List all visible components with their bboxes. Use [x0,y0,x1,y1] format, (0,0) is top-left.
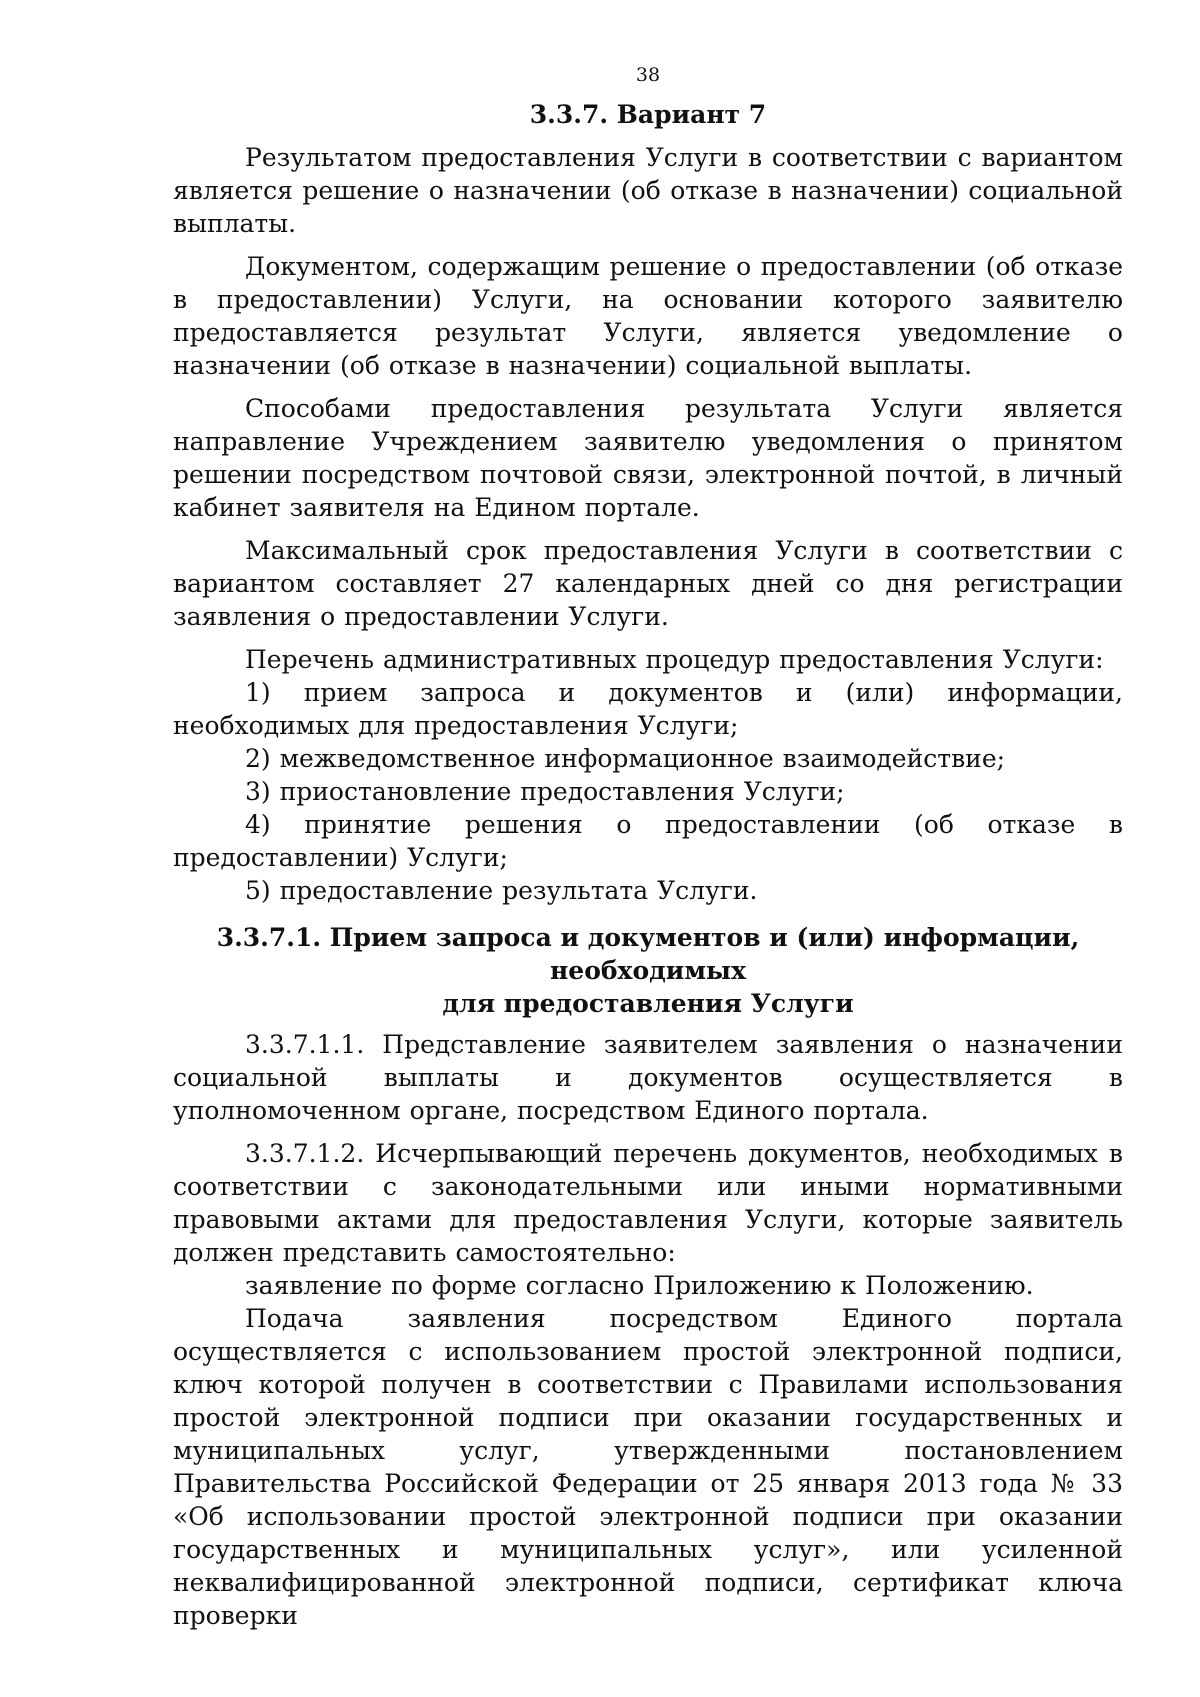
subsection-title-line1: 3.3.7.1. Прием запроса и документов и (или) информации, необходимых [216,923,1080,985]
page-number: 38 [635,64,661,86]
paragraph-methods: Способами предоставления результата Услуги является направление Учреждением заявителю уведомления о принятом решении посредством почтовой связи, электронной почтой, в личный кабинет заявителя на Едином портале. [173,394,1123,522]
procedure-item-3: 3) приостановление предоставления Услуги; [245,777,845,806]
procedures-intro: Перечень административных процедур предоставления Услуги: [245,645,1104,674]
section-title: 3.3.7. Вариант 7 [529,100,767,129]
paragraph-3-3-7-1-1: 3.3.7.1.1. Представление заявителем заявления о назначении социальной выплаты и документов осуществляется в уполномоченном органе, посредством Единого портала. [173,1030,1123,1125]
paragraph-3-3-7-1-2: 3.3.7.1.2. Исчерпывающий перечень документов, необходимых в соответствии с законодательными или иными нормативными правовыми актами для предоставления Услуги, которые заявитель должен представить самостоятельно: [173,1139,1123,1267]
subsection-title-line2: для предоставления Услуги [442,989,854,1018]
procedure-item-1: 1) прием запроса и документов и (или) информации, необходимых для предоставления Услуги; [173,678,1123,740]
procedure-item-4: 4) принятие решения о предоставлении (об отказе в предоставлении) Услуги; [173,810,1123,872]
paragraph-submission: Подача заявления посредством Единого портала осуществляется с использованием простой электронной подписи, ключ которой получен в соответствии с Правилами использования простой электронной подписи при оказании государственных и муниципальных услуг, утвержденными постановлением Правительства Российской Федерации от 25 января 2013 года № 33 «Об использовании простой электронной подписи при оказании государственных и муниципальных услуг», или усиленной неквалифицированной электронной подписи, сертификат ключа проверки [173,1304,1123,1630]
paragraph-max-term: Максимальный срок предоставления Услуги в соответствии с вариантом составляет 27 календарных дней со дня регистрации заявления о предоставлении Услуги. [173,536,1123,631]
subsection-title [173,921,1123,1020]
paragraph-result: Результатом предоставления Услуги в соответствии с вариантом является решение о назначении (об отказе в назначении) социальной выплаты. [173,143,1123,238]
paragraph-application-form: заявление по форме согласно Приложению к Положению. [245,1271,1034,1300]
procedure-item-5: 5) предоставление результата Услуги. [245,876,758,905]
paragraph-document: Документом, содержащим решение о предоставлении (об отказе в предоставлении) Услуги, на основании которого заявителю предоставляется результат Услуги, является уведомление о назначении (об отказе в назначении) социальной выплаты. [173,252,1123,380]
document-page [173,60,1123,1632]
procedure-item-2: 2) межведомственное информационное взаимодействие; [245,744,1006,773]
